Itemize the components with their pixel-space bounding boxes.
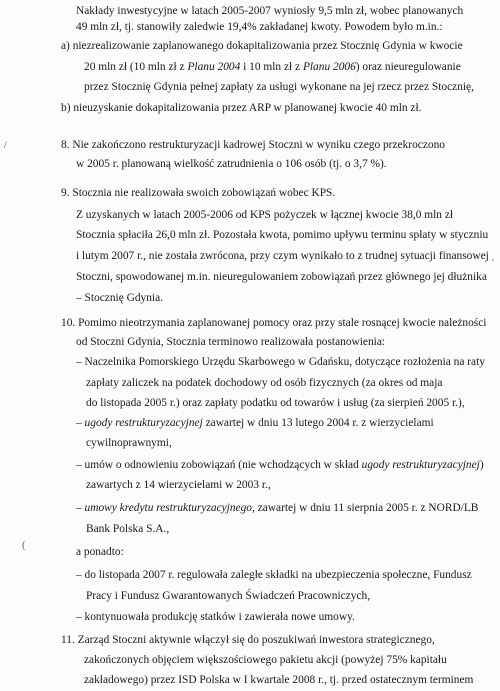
- text-line: [84, 673, 473, 688]
- italic-text: ugody restrukturyzacyjnej: [84, 417, 203, 429]
- text-line: [84, 60, 461, 75]
- margin-mark: (: [22, 540, 26, 551]
- text-line: [76, 4, 463, 19]
- text-segment: , zawartej w dniu 11 sierpnia 2005 r. z NORD/LB: [252, 502, 479, 514]
- text-segment: Bank Polska S.A.,: [86, 523, 170, 535]
- text-line: [61, 101, 422, 116]
- text-segment: 20 mln zł (10 mln zł z: [84, 61, 188, 73]
- text-line: [61, 316, 486, 331]
- text-line: [61, 138, 445, 153]
- italic-text: ugody restrukturyzacyjnej: [361, 459, 480, 471]
- text-segment: 11. Zarząd Stoczni aktywnie włączył się do poszukiwań inwestora strategicznego,: [61, 634, 435, 646]
- italic-text: Planu 2004: [187, 61, 241, 73]
- text-line: [76, 270, 487, 285]
- text-segment: Pracy i Fundusz Gwarantowanych Świadczeń Pracowniczych,: [86, 590, 371, 602]
- text-segment: Stocznia spłaciła 26,0 mln zł. Pozostała kwota, pomimo upływu terminu spłaty w styczniu: [76, 229, 489, 241]
- text-segment: 8. Nie zakończono restrukturyzacji kadrowej Stoczni w wyniku czego przekroczono: [61, 139, 445, 151]
- text-line: [86, 589, 370, 604]
- text-segment: zawartych z 14 wierzycielami w 2003 r.,: [86, 479, 271, 491]
- italic-text: Planu 2006: [302, 61, 356, 73]
- text-segment: zakładowego) przez ISD Polska w I kwartale 2008 r., tj. przed ostatecznym terminem: [84, 674, 474, 686]
- text-segment: 49 mln zł, tj. stanowiły zaledwie 19,4% zakładanej kwoty. Powodem było m.in.:: [76, 21, 443, 33]
- text-segment: i 10 mln zł z: [240, 61, 303, 73]
- text-line: [76, 291, 163, 306]
- text-segment: –: [76, 502, 85, 514]
- text-line: [84, 80, 474, 95]
- text-segment: zawartej w dniu 13 lutego 2004 r. z wierzycielami: [202, 417, 434, 429]
- text-line: [76, 157, 387, 172]
- text-segment: a) niezrealizowanie zaplanowanego dokapitalizowania przez Stocznię Gdynia w kwocie: [61, 40, 463, 52]
- text-segment: – kontynuowała produkcję statków i zawierała nowe umowy.: [76, 611, 355, 623]
- text-line: [86, 436, 172, 451]
- text-segment: – Stocznię Gdynia.: [76, 292, 163, 304]
- text-segment: przez Stocznię Gdynia pełnej zapłaty za usługi wykonane na jej rzecz przez Stocznię,: [84, 81, 474, 93]
- text-segment: Nakłady inwestycyjne w latach 2005-2007 wyniosły 9,5 mln zł, wobec planowanych: [76, 5, 464, 17]
- text-segment: – umów o odnowieniu zobowiązań (nie wchodzących w skład: [76, 459, 362, 471]
- margin-mark: /: [4, 140, 7, 151]
- text-line: [76, 20, 443, 35]
- text-line: [76, 355, 485, 370]
- text-line: [61, 633, 435, 648]
- text-line: [76, 208, 453, 223]
- italic-text: umowy kredytu restrukturyzacyjnego: [84, 502, 252, 514]
- text-segment: 9. Stocznia nie realizowała swoich zobowiązań wobec KPS.: [61, 187, 336, 199]
- text-segment: zakończonych objęciem większościowego pakietu akcji (powyżej 75% kapitału: [84, 654, 447, 666]
- text-line: [76, 249, 489, 264]
- text-line: [76, 501, 478, 516]
- text-segment: w 2005 r. planowaną wielkość zatrudnienia o 106 osób (tj. o 3,7 %).: [76, 158, 387, 170]
- text-segment: –: [76, 417, 85, 429]
- text-segment: zapłaty zaliczek na podatek dochodowy od osób fizycznych (za okres od maja: [86, 377, 443, 389]
- text-segment: 10. Pomimo nieotrzymania zaplanowanej pomocy oraz przy stale rosnącej kwocie należności: [61, 317, 487, 329]
- text-line: [76, 610, 355, 625]
- text-segment: cywilnoprawnymi,: [86, 437, 172, 449]
- text-line: [84, 653, 447, 668]
- text-line: [86, 396, 465, 411]
- text-segment: Stoczni, spowodowanej m.in. nieuregulowaniem zobowiązań przez głównego jej dłużnika: [76, 271, 487, 283]
- text-segment: do listopada 2005 r.) oraz zapłaty podatku od towarów i usług (za sierpień 2005 r.),: [86, 397, 465, 409]
- text-segment: b) nieuzyskanie dokapitalizowania przez ARP w planowanej kwocie 40 mln zł.: [61, 102, 422, 114]
- text-segment: ) oraz nieuregulowanie: [355, 61, 461, 73]
- text-line: [86, 478, 271, 493]
- text-line: [61, 186, 335, 201]
- text-segment: od Stoczni Gdynia, Stocznia terminowo realizowała postanowienia:: [76, 336, 386, 348]
- text-segment: ): [479, 459, 484, 471]
- text-line: [76, 458, 484, 473]
- text-line: [76, 228, 488, 243]
- text-line: [76, 545, 124, 560]
- text-segment: Z uzyskanych w latach 2005-2006 od KPS pożyczek w łącznej kwocie 38,0 mln zł: [76, 209, 454, 221]
- text-line: [76, 568, 472, 583]
- text-segment: – do listopada 2007 r. regulowała zaległe składki na ubezpieczenia społeczne, Fundusz: [76, 569, 472, 581]
- text-line: [86, 376, 442, 391]
- text-line: [61, 39, 463, 54]
- text-segment: i lutym 2007 r., nie została zwrócona, przy czym wynikało to z trudnej sytuacji finansowej: [76, 250, 489, 262]
- text-segment: a ponadto:: [76, 546, 124, 558]
- text-line: [86, 522, 169, 537]
- text-line: [76, 335, 385, 350]
- margin-mark: ': [492, 258, 494, 269]
- text-line: [76, 416, 434, 431]
- text-segment: – Naczelnika Pomorskiego Urzędu Skarbowego w Gdańsku, dotyczące rozłożenia na raty: [76, 356, 485, 368]
